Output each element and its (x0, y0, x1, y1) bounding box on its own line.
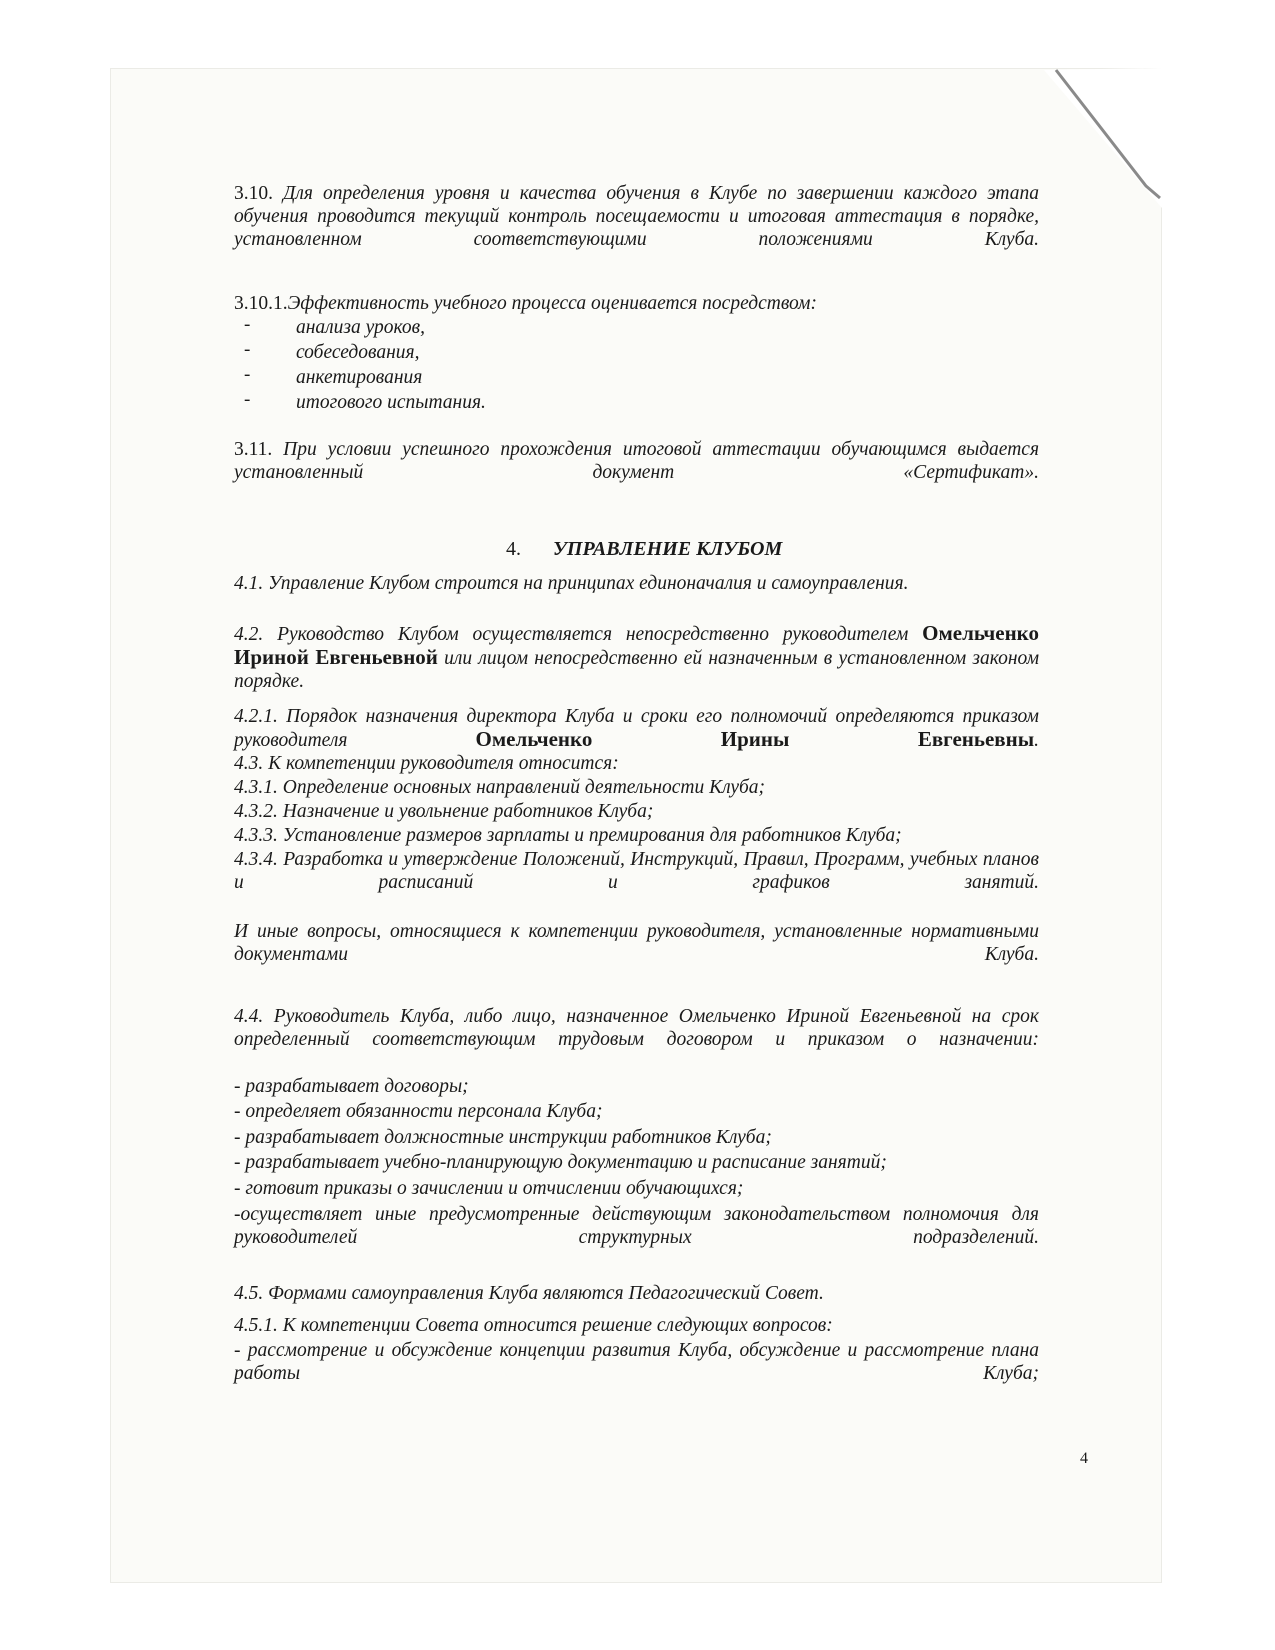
director-name: Омельченко Ирины Евгеньевны (475, 727, 1035, 751)
clause-4-2-1: 4.2.1. Порядок назначения директора Клуба и сроки его полномочий определяются приказом руководителя Омельченко Ирины Евгеньевны. (234, 706, 1040, 751)
clause-3-11: 3.11. При условии успешного прохождения итоговой аттестации обучающимся выдается установленный документ «Сертификат». (234, 439, 1040, 483)
list-item: анкетирования (296, 367, 423, 388)
clause-4-3-1: 4.3.1. Определение основных направлений деятельности Клуба; (234, 777, 766, 798)
clause-4-5: 4.5. Формами самоуправления Клуба являются Педагогический Совет. (234, 1283, 824, 1304)
list-item: итогового испытания. (296, 392, 486, 413)
list-item: - готовит приказы о зачислении и отчислении обучающихся; (234, 1178, 744, 1199)
list-item: - разрабатывает учебно-планирующую документацию и расписание занятий; (234, 1152, 887, 1173)
document-page: 3.10. Для определения уровня и качества обучения в Клубе по завершении каждого этапа обучения проводится текущий контроль посещаемости и итоговая аттестация в порядке, установленном соответствующими положениями Клуба. 3.10.1.Эффективность учебного процесса оценивается посредством: - анализа уроков, - собеседования, - анкетирования - итогового испытания. 3.11. При условии успешного прохождения итоговой аттестации обучающимся выдается установленный документ «Сертификат». 4. УПРАВЛЕНИЕ КЛУБОМ 4.1. Управление Клубом строится на принципах единоначалия и самоуправления. 4.2. Руководство Клубом осуществляется непосредственно руководителем Омельченко Ириной Евгеньевной или лицом непосредственно ей назначенным в установленном законом порядке. 4.2.1. Порядок назначения директора Клуба и сроки его полномочий определяются приказом руководителя Омельченко Ирины Евгеньевны. 4.3. К компетенции руководителя относится: 4.3.1. Определение основных направлений деятельности Клуба; 4.3.2. Назначение и увольнение работников Клуба; 4.3.3. Установление размеров зарплаты и премирования для работников Клуба; 4.3.4. Разработка и утверждение Положений, Инструкций, Правил, Программ, учебных планов и расписаний и графиков занятий. И иные вопросы, относящиеся к компетенции руководителя, установленные нормативными документами Клуба. 4.4. Руководитель Клуба, либо лицо, назначенное Омельченко Ириной Евгеньевной на срок определенный соответствующим трудовым договором и приказом о назначении: - разрабатывает договоры; - определяет обязанности персонала Клуба; - разрабатывает должностные инструкции работников Клуба; - разрабатывает учебно-планирующую документацию и расписание занятий; - готовит приказы о зачислении и отчислении обучающихся; -осуществляет иные предусмотренные действующим законодательством полномочия для руководителей структурных подразделений. 4.5. Формами самоуправления Клуба являются Педагогический Совет. 4.5.1. К компетенции Совета относится решение следующих вопросов: - рассмотрение и обсуждение концепции развития Клуба, обсуждение и рассмотрение плана работы Клуба; 4 (234, 183, 1088, 1467)
section-heading: 4. УПРАВЛЕНИЕ КЛУБОМ (506, 538, 783, 560)
list-item: -осуществляет иные предусмотренные действующим законодательством полномочия для руководителей структурных подразделений. (234, 1204, 1039, 1248)
other-competences: И иные вопросы, относящиеся к компетенции руководителя, установленные нормативными документами Клуба. (234, 921, 1039, 965)
clause-4-5-1: 4.5.1. К компетенции Совета относится решение следующих вопросов: (234, 1315, 833, 1336)
page-number: 4 (1080, 1450, 1088, 1467)
clause-4-3-2: 4.3.2. Назначение и увольнение работников Клуба; (234, 801, 654, 822)
clause-4-2: 4.2. Руководство Клубом осуществляется непосредственно руководителем Омельченко Ириной Евгеньевной или лицом непосредственно ей назначенным в установленном законом порядке. (234, 621, 1040, 692)
director-name: Омельченко Ириной Евгеньевной (234, 621, 1039, 669)
clause-3-10-1: 3.10.1.Эффективность учебного процесса оценивается посредством: (234, 293, 817, 314)
clause-3-10: 3.10. Для определения уровня и качества обучения в Клубе по завершении каждого этапа обучения проводится текущий контроль посещаемости и итоговая аттестация в порядке, установленном соответствующими положениями Клуба. (234, 183, 1040, 250)
list-item: - разрабатывает договоры; (234, 1076, 469, 1097)
list-item: - определяет обязанности персонала Клуба; (234, 1101, 603, 1122)
clause-4-3: 4.3. К компетенции руководителя относится: (234, 753, 619, 774)
list-item: собеседования, (296, 342, 420, 363)
council-item: - рассмотрение и обсуждение концепции развития Клуба, обсуждение и рассмотрение плана работы Клуба; (234, 1340, 1039, 1384)
clause-4-3-3: 4.3.3. Установление размеров зарплаты и премирования для работников Клуба; (234, 825, 902, 846)
clause-4-3-4: 4.3.4. Разработка и утверждение Положений, Инструкций, Правил, Программ, учебных планов и расписаний и графиков занятий. (234, 849, 1039, 893)
list-item: - разрабатывает должностные инструкции работников Клуба; (234, 1127, 772, 1148)
list-item: анализа уроков, (296, 317, 426, 338)
clause-4-1: 4.1. Управление Клубом строится на принципах единоначалия и самоуправления. (234, 573, 909, 594)
clause-4-4: 4.4. Руководитель Клуба, либо лицо, назначенное Омельченко Ириной Евгеньевной на срок определенный соответствующим трудовым договором и приказом о назначении: (234, 1006, 1039, 1050)
